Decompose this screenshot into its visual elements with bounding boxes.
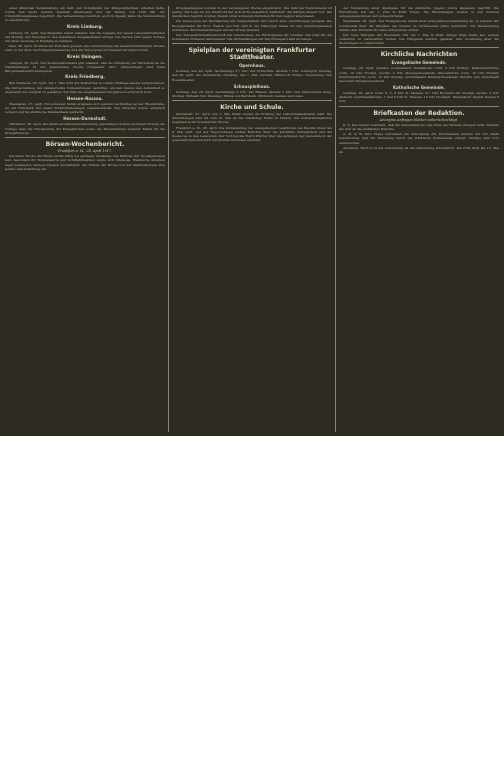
- divider: [172, 100, 332, 101]
- section-heading: Opernhaus.: [238, 63, 266, 69]
- section-heading: Evangelische Gemeinde.: [391, 60, 447, 66]
- subheading: Anonyme Anfragen bleiben unberücksichtigt.: [379, 117, 459, 122]
- article-paragraph: Sonntag, 29. April, Jubilate. Gottesdienst: Paulskirche vorm. 9 Uhr Predigt; Katharinenkirche vorm. 10 Uhr Predigt, nachm. 5 Uhr Abendgottesdienst; Nikolaikirche vorm. 10 Uhr Predigt; Dreikönigskirche vorm. 10 Uhr Predigt, anschließend Kindergottesdienst. Beichte und Abendmahl nach dem Hauptgottesdienst.: [339, 66, 499, 83]
- section-heading: Hessen-Nassau.: [67, 95, 103, 101]
- section-title: Spielplan der vereinigten Frankfurter Stadttheater.: [188, 47, 316, 62]
- column-divider: [168, 6, 169, 432]
- article-paragraph: K. S. Das Gesetz bestimmt, daß die Anmeldung bis zum Ende des Monats erfolgen muß. Wenden Sie sich an die zuständige Behörde.: [339, 122, 499, 132]
- section-title: Kirchliche Nachrichten: [380, 51, 458, 59]
- article-paragraph: A. B. in W. Ihre Frage betreffend die Versorgung mit Heizmaterial können wir nur dahin beantworten, daß die Verteilung durch die städtische Kohlenstelle erfolgt. Anträge sind dort einzureichen.: [339, 132, 499, 145]
- section-heading: Hessen-Darmstadt.: [63, 116, 107, 122]
- article-paragraph: Wiesbaden, 27. April. Ein schwerer Unfall ereignete sich gestern nachmittag an der Rheinstraße, wo ein Fuhrwerk mit einem Straßenbahnwagen zusammenstieß. Der Kutscher wurde erheblich verletzt und ins städtische Krankenhaus gebracht.: [5, 101, 165, 115]
- section-title: Briefkasten der Redaktion.: [373, 109, 465, 117]
- section-title: Kirche und Schule.: [220, 104, 284, 112]
- dateline: Frankfurt a. M., 28. April 1917.: [57, 148, 113, 153]
- article-paragraph: Frankfurt a. M., 28. April. Die Versammlung der evangelischen Geistlichen des Bezirks findet am 8. Mai statt. Auf der Tagesordnung stehen Berichte über die kirchliche Kriegsarbeit und die Seelsorge in den Lazaretten. Der Vortrag des Herrn Pfarrer über die Aufgaben der Gemeinde in der gegenwärtigen Zeit wird mit großem Interesse erwartet.: [172, 125, 332, 142]
- article-paragraph: Die letzte Woche der Börse verlief ruhig bei geringen Umsätzen. Die Haltung war im allgemeinen fest, besonders für Montanwerte und Schiffahrtsaktien zeigte sich Interesse. Heimische Anleihen lagen behauptet, Devisen blieben unverändert. Am Schluß der Woche trat auf Glattstellungen eine leichte Abschwächung ein.: [5, 154, 165, 171]
- section-heading: Schauspielhaus.: [233, 83, 271, 89]
- section-heading: Kreis Limburg.: [66, 24, 104, 30]
- divider: [339, 106, 499, 107]
- article-paragraph: Darmstadt, 27. April. Die 1. Mai findet wieder die Prüfung der Lehramtskandidaten statt. Die Anmeldungen sind bis zum 15. Mai an die zuständige Stelle zu richten. Die Vorbereitungskurse beginnen in der kommenden Woche.: [172, 112, 332, 125]
- article-paragraph: Kriegsgefangene wurden in der vergangenen Woche eingebracht. Die Zahl der Verwundeten ist gering. Die Lage an der Westfront hat sich nicht wesentlich verändert, die Kämpfe dauern fort. Die feindlichen Angriffe wurden überall unter schweren Verlusten für den Gegner abgewiesen.: [172, 6, 332, 19]
- article-paragraph: Sonntag, 29. April. Dom: 6, 7, 8 Uhr hl. Messen, 9½ Uhr Hochamt mit Predigt, nachm. 3 Uhr Andacht. Liebfrauenkirche: 7 und 8 Uhr hl. Messen, 10 Uhr Hochamt. Maiandacht täglich abends 8 Uhr.: [339, 91, 499, 104]
- article-paragraph: Sonntag, den 29. April, nachmittags 3½ Uhr: Der Freischütz. Abends 7 Uhr: Lohengrin. Montag, den 30. April: Die Zauberflöte. Dienstag, den 1. Mai: Carmen. Mittwoch: Fidelio. Donnerstag: Der Rosenkavalier.: [172, 69, 332, 82]
- article-paragraph: Usingen, 28. April. Der Kommunalverband gibt bekannt, daß die Verteilung der Kartoffeln an die Haushaltungen in der kommenden Woche fortgesetzt wird. Anmeldungen sind beim Bürgermeisteramt abzugeben.: [5, 60, 165, 74]
- article-paragraph: Der neue Fahrplan der Eisenbahn tritt am 1. Mai in Kraft. Einige Züge fallen aus, andere verkehren zu veränderten Zeiten. Die Fahrgäste werden gebeten, sich rechtzeitig über die Änderungen zu unterrichten.: [339, 32, 499, 46]
- column-left: [5, 6, 165, 432]
- article-paragraph: Bad Nauheim, 28. April. Am 1. Mai wird der Kurbetrieb in vollem Umfange wieder aufgenommen. Die Kurverwaltung hat umfangreiche Vorbereitungen getroffen, um den Gästen den Aufenthalt so angenehm wie möglich zu gestalten. Die Zahl der angemeldeten Kurgäste ist erfreulich hoch.: [5, 81, 165, 94]
- article-paragraph: Diez, 28. April. Im Hotel zur Post fand gestern eine Versammlung des landwirtschaftlichen Vereins statt, in der über die Frühjahrsbestellung und die Versorgung mit Saatgut berichtet wurde.: [5, 44, 165, 53]
- article-paragraph: Sonntag, den 29. April, nachmittags 3 Uhr: Die Räuber. Abends 7 Uhr: Der Zerbrochene Krug. Montag: Wilhelm Tell. Dienstag: Minna von Barnhelm. Mittwoch: Kabale und Liebe.: [172, 89, 332, 98]
- section-heading: Kreis Friedberg.: [65, 75, 105, 81]
- article-paragraph: einer ähnlichen Veranstaltung am Gefl. und Schießplatz der Kriegsteilnehmer erhalten hatte, wurde nun heute weitere Spenden überwiesen und der Betrag von 1150 Mk. der Unterstützungskasse zugeführt. Die Versammlung beschloß, auch in diesem Jahre die Veranstaltung zu wiederholen.: [5, 6, 165, 23]
- article-paragraph: Die Versorgung der Bevölkerung mit Lebensmitteln wird durch neue Anordnungen geregelt. Die Bezugsscheine für Brot, Fleisch und Fett sind in der bisherigen Weise bei den Verteilungsstellen abzuholen. Zuwiderhandlungen werden streng bestraft.: [172, 19, 332, 32]
- article-paragraph: der Verwaltung einer Sparkasse für die städtische Jugend wurde allgemein begrüßt. Die Einrichtung soll am 1. Juni in Kraft treten. Die Einzahlungen werden in den Schulen entgegengenommen und gutgeschrieben.: [339, 6, 499, 19]
- blank-area: [0, 436, 504, 780]
- section-title: Börsen-Wochenbericht.: [45, 140, 125, 148]
- divider: [339, 47, 499, 48]
- column-middle: [172, 6, 332, 432]
- article-paragraph: Der Kriegswirtschaftsausschuß hat beschlossen, die Höchstpreise für Gemüse und Obst für die kommende Erntezeit festzusetzen. Die Verhandlungen mit den Erzeugern sind im Gange.: [172, 32, 332, 42]
- divider: [172, 43, 332, 44]
- article-paragraph: Wiesbaden, 28. April. Der Evangelische Verein hielt seine Jahresversammlung ab, in welcher der Vorsitzende über die Tätigkeit des Vereins im verflossenen Jahre berichtete. Die Versammlung dankte dem Vorstand für seine aufopfernde Arbeit.: [339, 19, 499, 32]
- column-divider: [335, 6, 336, 432]
- article-paragraph: Abonnent. Nach § 19 der Verordnung ist die Anmeldung erforderlich. Die Frist läuft am 15. Mai ab.: [339, 145, 499, 154]
- section-heading: Kreis Usingen.: [67, 54, 103, 60]
- article-paragraph: Offenbach, 28. April. Die Stadtverordnetenversammlung genehmigte in ihrer gestrigen Sitzung die Vorlage über die Erweiterung der Kriegsküchen sowie die Bereitstellung weiterer Mittel für die Kriegsfürsorge.: [5, 122, 165, 135]
- column-right: [339, 6, 499, 432]
- divider: [5, 137, 165, 138]
- article-paragraph: Limburg, 28. April. Der Magistrat macht bekannt, daß die Ausgabe der neuen Lebensmittelkarten am Montag und Dienstag in den bekannten Ausgabestellen erfolgt. Die Karten sind gegen Vorlage der alten Ausweise in Empfang zu nehmen.: [5, 30, 165, 44]
- section-heading: Katholische Gemeinde.: [393, 85, 445, 91]
